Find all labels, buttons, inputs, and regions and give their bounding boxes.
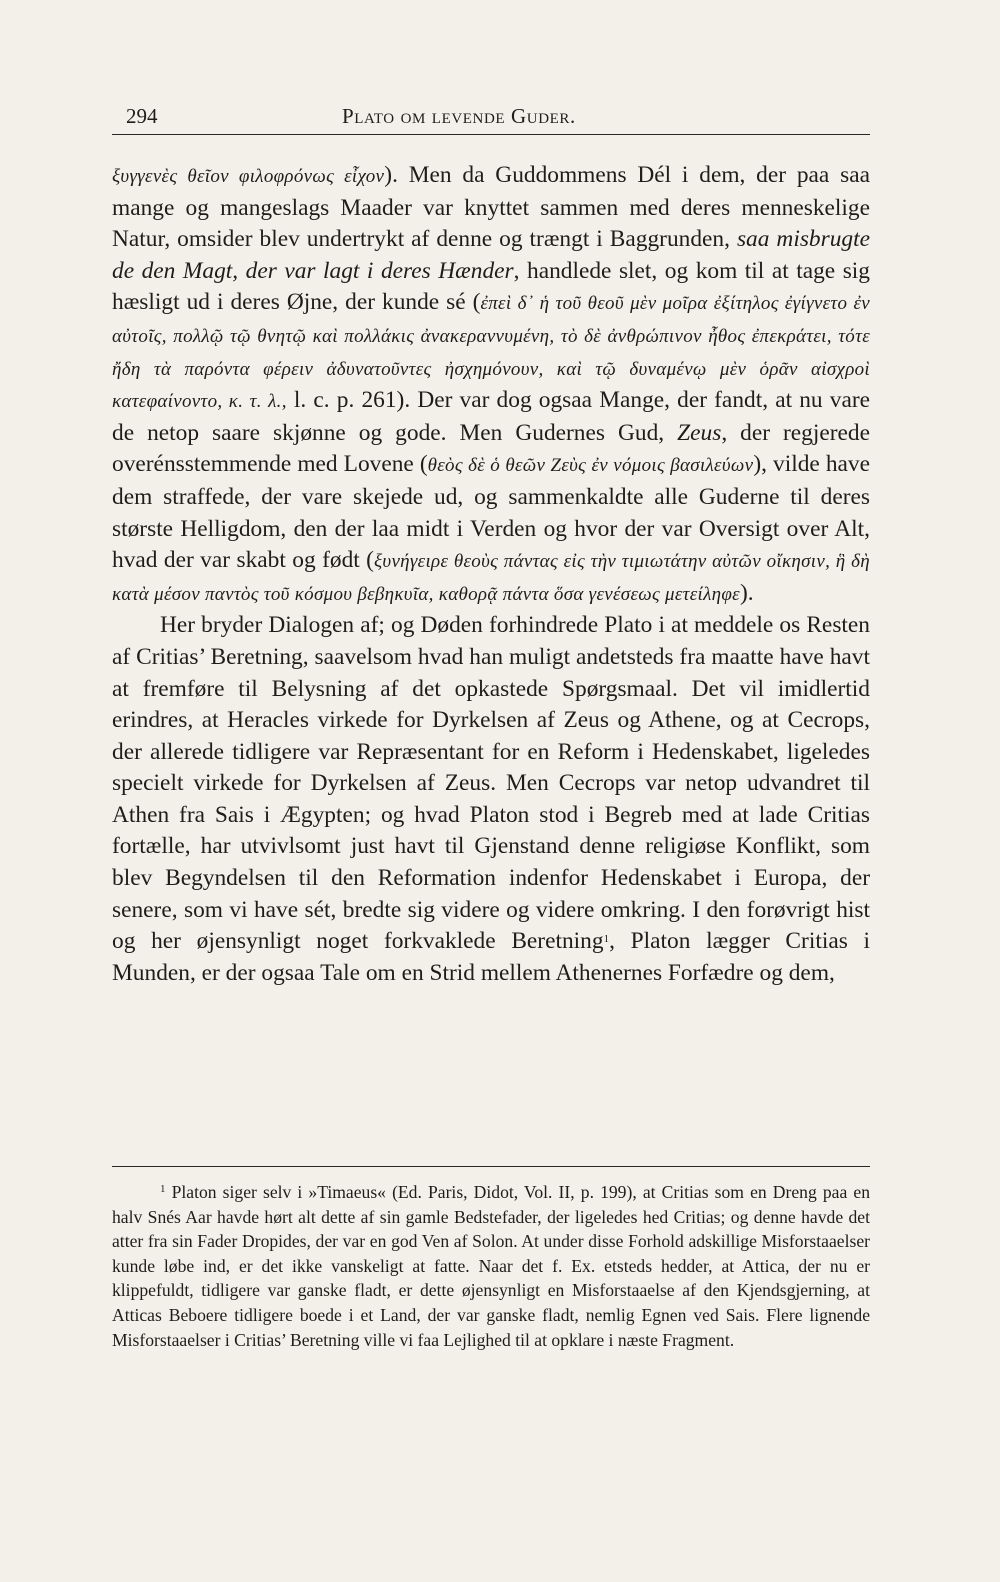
greek-quote: ἐπεὶ δ᾽ ἡ τοῦ θεοῦ μὲν μοῖρα ἐξίτηλος ἐγίγνετο ἐν αὐτοῖς, πολλῷ τῷ θνητῷ καὶ πολλάκις ἀνακεραννυμένη, τὸ δὲ ἀνθρώπινον ἦθος ἐπεκράτει, τότε ἤδη τὰ παρόντα φέρειν ἀδυνατοῦντες ἠσχημόνουν, καὶ τῷ δυναμένῳ μὲν ὁρᾶν αἰσχροὶ κατεφαίνοντο, κ. τ. λ., — [112, 293, 870, 413]
text-run: ), vilde have dem straffede, der vare skejede ud, og sammenkaldte alle Guderne til deres største Helligdom, den der laa midt i Verden og hvor der var Oversigt over Alt, hvad der var skabt og født ( — [112, 451, 870, 574]
running-header — [112, 102, 870, 136]
footnotes — [112, 1180, 870, 1352]
text-run: , der regjerede overénsstemmende med Lovene ( — [112, 419, 871, 478]
paragraph-2 — [112, 610, 870, 989]
text-run: , Platon lægger Critias i Munden, er der ogsaa Tale om en Strid mellem Athenernes Forfædre og dem, — [112, 928, 870, 986]
footnote-1 — [112, 1180, 870, 1352]
text-run: l. c. p. 261). Der var dog ogsaa Mange, der fandt, at nu vare de netop saare skjønne og gode. Men Gudernes Gud, — [112, 387, 871, 446]
text-run: ). — [739, 579, 754, 606]
text-run: , handlede slet, og kom til at tage sig hæsligt ud i deres Øjne, der kunde sé ( — [112, 257, 870, 316]
greek-quote: θεὸς δὲ ὁ θεῶν Ζεὺς ἐν νόμοις βασιλεύων — [427, 455, 754, 477]
italic-text: Zeus — [677, 419, 722, 446]
text-run: Her bryder Dialogen af; og Døden forhindrede Plato i at meddele os Resten af Critias’ Beretning, saavelsom hvad han muligt andetsteds fra maatte have havt at fremføre til Belysning af det opkastede Spørgsmaal. Det vil imidlertid erindres, at Heracles virkede for Dyrkelsen af Zeus og Athene, og at Cecrops, der allerede tidligere var Repræsentant for en Reform i Hedenskabet, ligeledes specielt virkede for Dyrkelsen af Zeus. Men Cecrops var netop udvandret til Athen fra Sais i Ægypten; og hvad Platon stod i Begreb med at lade Critias fortælle, har utvivlsomt just havt til Gjenstand denne religiøse Konflikt, som blev Begyndelsen til den Reformation indenfor Hedenskabet i Europa, der senere, som vi have sét, bredte sig videre og videre omkring. I den forøvrigt hist og her øjensynligt noget forkvaklede Beretning — [112, 612, 870, 955]
greek-quote: ξυγγενὲς θεῖον φιλοφρόνως εἶχον — [112, 166, 385, 187]
footnote-marker: 1 — [160, 1183, 166, 1195]
text-run: ). Men da Guddommens Dél i dem, der paa saa mange og mangeslags Maader var knyttet sammen med deres menneskelige Natur, omsider blev undertrykt af denne og trængt i Baggrunden, — [112, 162, 870, 253]
main-text — [112, 160, 870, 989]
footnote-text: Platon siger selv i »Timaeus« (Ed. Paris, Didot, Vol. II, p. 199), at Critias som en Dreng paa en halv Snés Aar havde hørt alt dette af sin gamle Bedstefader, der ligeledes hed Critias; og denne havde det atter fra sin Fader Dropides, der var en god Ven af Solon. At under disse Forhold adskillige Misforstaaelser kunde løbe ind, er det ikke vanskeligt at fatte. Naar det f. Ex. etsteds hedder, at Attica, der nu er klippefuldt, tidligere var ganske fladt, er dette øjensynligt en Misforstaaelse af den Kjendsgjerning, at Atticas Beboere tidligere boede i et Land, der var ganske fladt, nemlig Egnen ved Sais. Flere lignende Misforstaaelser i Critias’ Beretning ville vi faa Lejlighed til at opklare i næste Fragment. — [112, 1182, 870, 1350]
paragraph-1 — [112, 160, 870, 610]
running-title: Plato om levende Guder. — [342, 104, 576, 128]
page-number: 294 — [126, 104, 158, 128]
greek-quote: ξυνήγειρε θεοὺς πάντας εἰς τὴν τιμιωτάτην αὐτῶν οἴκησιν, ἣ δὴ κατὰ μέσον παντὸς τοῦ κόσμου βεβηκυῖα, καθορᾷ πάντα ὅσα γενέσεως μετείληφε — [112, 551, 871, 605]
footnote-rule — [112, 1166, 870, 1167]
footnote-reference: 1 — [603, 933, 610, 946]
header-rule — [112, 134, 870, 135]
italic-text: saa misbrugte de den Magt, der var lagt i deres Hænder — [112, 226, 870, 284]
